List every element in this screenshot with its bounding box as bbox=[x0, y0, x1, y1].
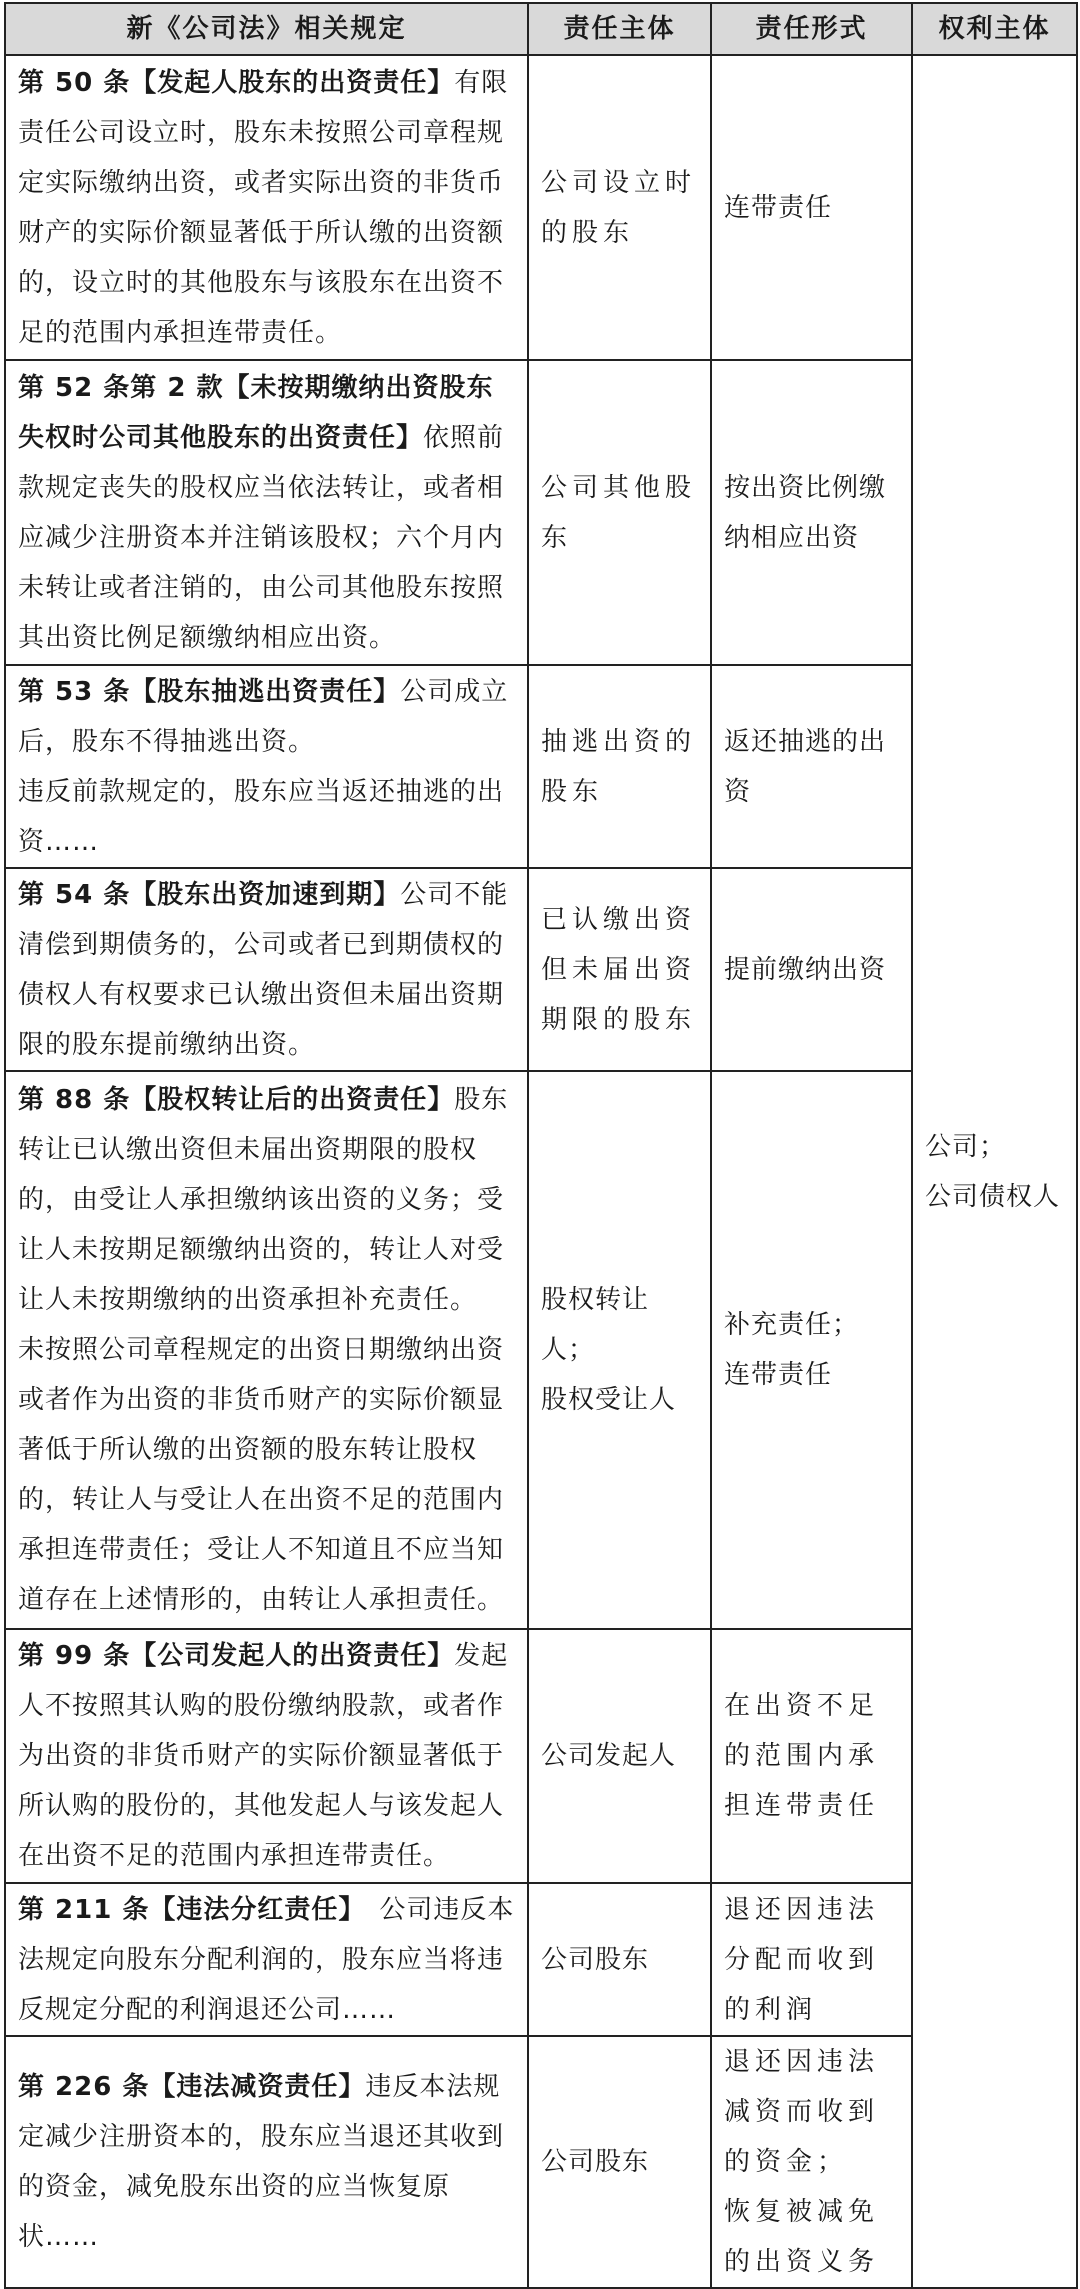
table-row bbox=[5, 55, 1077, 360]
header-liable-subject: 责任主体 bbox=[528, 3, 711, 55]
provision-cell bbox=[5, 360, 528, 665]
table-header-row bbox=[5, 3, 1077, 55]
provision-text: 公司成立后，股东不得抽逃出资。 bbox=[18, 676, 509, 757]
liability-table bbox=[4, 2, 1078, 2289]
provision-title: 第 50 条【发起人股东的出资责任】 bbox=[18, 67, 455, 98]
provision-cell bbox=[5, 868, 528, 1071]
liability-form-cell: 按出资比例缴纳相应出资 bbox=[711, 360, 912, 665]
provision-text-continued: 未按照公司章程规定的出资日期缴纳出资或者作为出资的非货币财产的实际价额显著低于所认缴的出资额的股东转让股权的，转让人与受让人在出资不足的范围内承担连带责任；受让人不知道且不应当知道存在上述情形的，由转让人承担责任。 bbox=[18, 1335, 505, 1615]
liability-form-cell bbox=[711, 1071, 912, 1629]
liability-form-cell: 连带责任 bbox=[711, 55, 912, 360]
rights-holder-line: 公司债权人 bbox=[925, 1181, 1061, 1212]
liability-form-cell: 退还因违法分配而收到的利润 bbox=[711, 1883, 912, 2036]
provision-cell bbox=[5, 55, 528, 360]
liable-subject-cell bbox=[528, 1071, 711, 1629]
provision-title: 第 211 条【违法分红责任】 bbox=[18, 1894, 353, 1925]
liable-subject-cell: 抽逃出资的股东 bbox=[528, 665, 711, 868]
provision-cell bbox=[5, 2036, 528, 2288]
liability-form-line: 连带责任 bbox=[724, 1360, 833, 1390]
provision-cell bbox=[5, 665, 528, 868]
provision-title: 第 99 条【公司发起人的出资责任】 bbox=[18, 1641, 455, 1671]
liability-form-line: 退还因违法减资而收到的资金； bbox=[724, 2047, 880, 2177]
liability-form-cell: 返还抽逃的出资 bbox=[711, 665, 912, 868]
provision-text: 公司违反本法规定向股东分配利润的，股东应当将违反规定分配的利润退还公司…… bbox=[18, 1894, 515, 2025]
provision-text: 依照前款规定丧失的股权应当依法转让，或者相应减少注册资本并注销该股权；六个月内未转让或者注销的，由公司其他股东按照其出资比例足额缴纳相应出资。 bbox=[18, 422, 505, 653]
header-liability-form: 责任形式 bbox=[711, 3, 912, 55]
liable-subject-cell: 公司股东 bbox=[528, 2036, 711, 2288]
liability-form-cell: 提前缴纳出资 bbox=[711, 868, 912, 1071]
header-provisions: 新《公司法》相关规定 bbox=[5, 3, 528, 55]
provision-cell bbox=[5, 1629, 528, 1883]
provision-title: 第 226 条【违法减资责任】 bbox=[18, 2072, 366, 2102]
liable-subject-line: 股权转让人； bbox=[541, 1285, 650, 1365]
liable-subject-cell: 已认缴出资但未届出资期限的股东 bbox=[528, 868, 711, 1071]
liable-subject-cell: 公司其他股东 bbox=[528, 360, 711, 665]
liable-subject-cell: 公司发起人 bbox=[528, 1629, 711, 1883]
provision-cell bbox=[5, 1883, 528, 2036]
provision-text: 有限责任公司设立时，股东未按照公司章程规定实际缴纳出资，或者实际出资的非货币财产的实际价额显著低于所认缴的出资额的，设立时的其他股东与该股东在出资不足的范围内承担连带责任。 bbox=[18, 67, 509, 348]
liable-subject-cell: 公司股东 bbox=[528, 1883, 711, 2036]
rights-holder-line: 公司； bbox=[925, 1131, 1007, 1162]
provision-title: 第 53 条【股东抽逃出资责任】 bbox=[18, 676, 401, 707]
liable-subject-line: 股权受让人 bbox=[541, 1385, 677, 1415]
provision-text: 违反本法规定减少注册资本的，股东应当退还其收到的资金，减免股东出资的应当恢复原状…… bbox=[18, 2072, 505, 2252]
provision-text: 股东转让已认缴出资但未届出资期限的股权的，由受让人承担缴纳该出资的义务；受让人未按期足额缴纳出资的，转让人对受让人未按期缴纳的出资承担补充责任。 bbox=[18, 1085, 509, 1315]
provision-title: 第 54 条【股东出资加速到期】 bbox=[18, 879, 401, 910]
provision-text-continued: 违反前款规定的，股东应当返还抽逃的出资…… bbox=[18, 776, 505, 857]
provision-title: 第 52 条第 2 款【未按期缴纳出资股东失权时公司其他股东的出资责任】 bbox=[18, 372, 494, 453]
provision-text: 公司不能清偿到期债务的，公司或者已到期债权的债权人有权要求已认缴出资但未届出资期限的股东提前缴纳出资。 bbox=[18, 879, 509, 1060]
liability-form-cell bbox=[711, 2036, 912, 2288]
liability-form-cell: 在出资不足的范围内承担连带责任 bbox=[711, 1629, 912, 1883]
liable-subject-cell: 公司设立时的股东 bbox=[528, 55, 711, 360]
rights-holder-cell bbox=[912, 55, 1077, 2288]
provision-cell bbox=[5, 1071, 528, 1629]
liability-form-line: 补充责任； bbox=[724, 1310, 860, 1340]
header-rights-holder: 权利主体 bbox=[912, 3, 1077, 55]
liability-form-line: 恢复被减免的出资义务 bbox=[724, 2197, 880, 2277]
provision-title: 第 88 条【股权转让后的出资责任】 bbox=[18, 1085, 455, 1115]
provision-text: 发起人不按照其认购的股份缴纳股款，或者作为出资的非货币财产的实际价额显著低于所认购的股份的，其他发起人与该发起人在出资不足的范围内承担连带责任。 bbox=[18, 1641, 509, 1871]
